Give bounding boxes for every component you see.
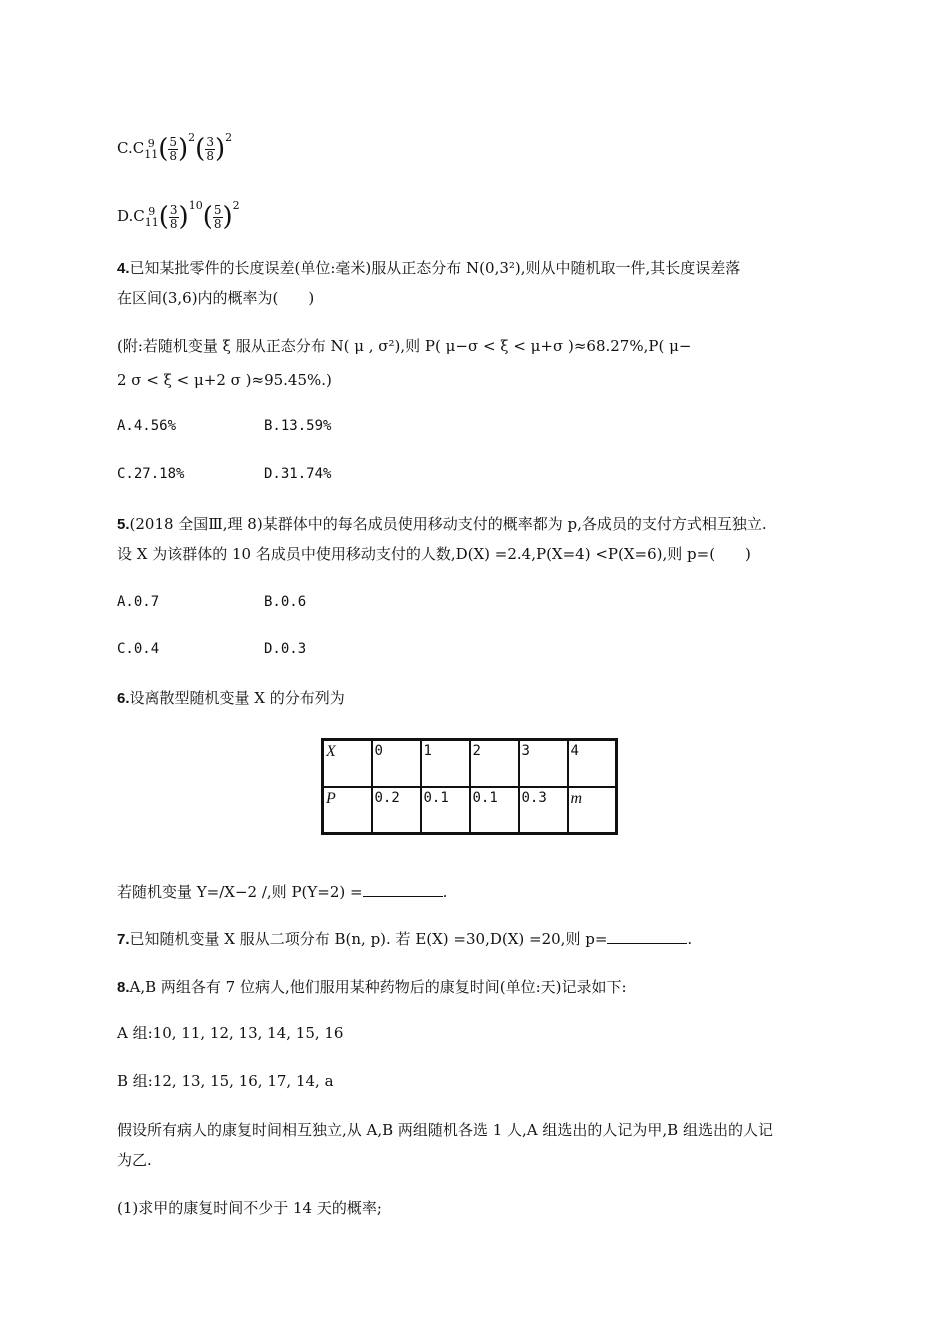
q3-option-c-label: C. [117,139,133,157]
q3-c-exp-1: 2 [188,131,196,144]
q4-option-b: B.13.59% [264,418,332,434]
q5-option-b: B.0.6 [264,594,307,610]
q8-stem-line3: 为乙. [117,1151,152,1169]
q5-line1-text: (2018 全国Ⅲ,理 8)某群体中的每名成员使用移动支付的概率都为 p,各成员的支付方式相互独立. [129,515,767,533]
q4-line1-text: 已知某批零件的长度误差(单位:毫米)服从正态分布 N(0,3²),则从中随机取一件,其长度误差落 [129,259,741,277]
q7-answer-blank[interactable] [607,929,687,944]
q4-number: 4. [117,260,130,277]
q4-option-a: A.4.56% [117,418,177,434]
q8-group-a: A 组:10, 11, 12, 13, 14, 15, 16 [117,1024,344,1042]
q6-stem-line1 [117,684,345,713]
q7-line1-text: 已知随机变量 X 服从二项分布 B(n, p). 若 E(X) =30,D(X) =20,则 p= [129,930,608,948]
distribution-table [321,738,618,835]
table-cell: X [323,740,372,787]
q4-option-c: C.27.18% [117,466,185,482]
q7-number: 7. [117,931,130,948]
table-row [323,787,617,834]
q3-d-fraction-1: $\frac{3}{8}$ [169,202,178,231]
table-cell: 2 [470,740,519,787]
q5-option-a: A.0.7 [117,594,160,610]
q4-option-d: D.31.74% [264,466,332,482]
q3-d-exp-1: 10 [188,199,203,212]
q8-stem-line2: 假设所有病人的康复时间相互独立,从 A,B 两组随机各选 1 人,A 组选出的人记为甲,B 组选出的人记 [117,1121,773,1139]
table-cell: 3 [519,740,568,787]
q3-c-combination: C 9 11 [132,137,159,161]
q5-stem-line1 [117,510,767,539]
table-cell: 0 [372,740,421,787]
q5-number: 5. [117,516,130,533]
table-row [323,740,617,787]
q6-line1-text: 设离散型随机变量 X 的分布列为 [129,689,345,707]
q5-option-c: C.0.4 [117,641,160,657]
q4-stem-line1 [117,254,740,283]
q8-group-b: B 组:12, 13, 15, 16, 17, 14, a [117,1072,334,1090]
q3-d-fraction-2: $\frac{5}{8}$ [213,202,222,231]
q4-stem-line2: 在区间(3,6)内的概率为( ) [117,289,315,307]
q8-line1-text: A,B 两组各有 7 位病人,他们服用某种药物后的康复时间(单位:天)记录如下: [129,978,627,996]
q5-option-d: D.0.3 [264,641,307,657]
q3-c-fraction-2: $\frac{3}{8}$ [206,134,214,163]
q5-stem-line2: 设 X 为该群体的 10 名成员中使用移动支付的人数,D(X) =2.4,P(X=4) <P(X=6),则 p=( ) [117,545,751,563]
table-cell: P [323,787,372,834]
table-cell: 0.1 [470,787,519,834]
table-cell: 1 [421,740,470,787]
q3-d-combination: C 9 11 [133,205,159,229]
q7-stem-line1: 7.已知随机变量 X 服从二项分布 B(n, p). 若 E(X) =30,D(X) =20,则 p= . [117,930,693,948]
q6-line2-text: 若随机变量 Y=/X−2 /,则 P(Y=2) = [117,883,363,901]
q3-c-exp-2: 2 [225,131,233,144]
q3-c-comb-bottom: 11 [144,148,159,161]
table-cell: 0.1 [421,787,470,834]
q3-d-exp-2: 2 [232,199,240,212]
q4-note-line2: 2 σ < ξ < μ+2 σ )≈95.45%.) [117,371,332,389]
q3-option-d: D.C 9 11 ( $\frac{3}{8}$ )$^{10}$( $\frac{5}{8}$ )$^2$ [117,199,240,232]
table-cell: 0.3 [519,787,568,834]
q4-note-line1: (附:若随机变量 ξ 服从正态分布 N( μ , σ²),则 P( μ−σ < ξ < μ+σ )≈68.27%,P( μ− [117,337,692,355]
q6-stem-line2: 若随机变量 Y=/X−2 /,则 P(Y=2) = . [117,883,448,901]
q8-number: 8. [117,979,130,996]
table-cell: m [568,787,617,834]
q8-subquestion-1: (1)求甲的康复时间不少于 14 天的概率; [117,1199,382,1217]
q3-option-c: C.C 9 11 ( $\frac{5}{8}$ )$^2$( $\frac{3}{8}$ )$^2$ [117,131,233,164]
q8-stem-line1 [117,973,627,1002]
q3-option-d-label: D. [117,207,134,225]
table-cell: 0.2 [372,787,421,834]
q3-c-comb-top: 9 [147,137,155,150]
table-cell: 4 [568,740,617,787]
q6-number: 6. [117,690,130,707]
q3-c-fraction-1: $\frac{5}{8}$ [169,134,177,163]
q6-answer-blank[interactable] [363,882,443,897]
